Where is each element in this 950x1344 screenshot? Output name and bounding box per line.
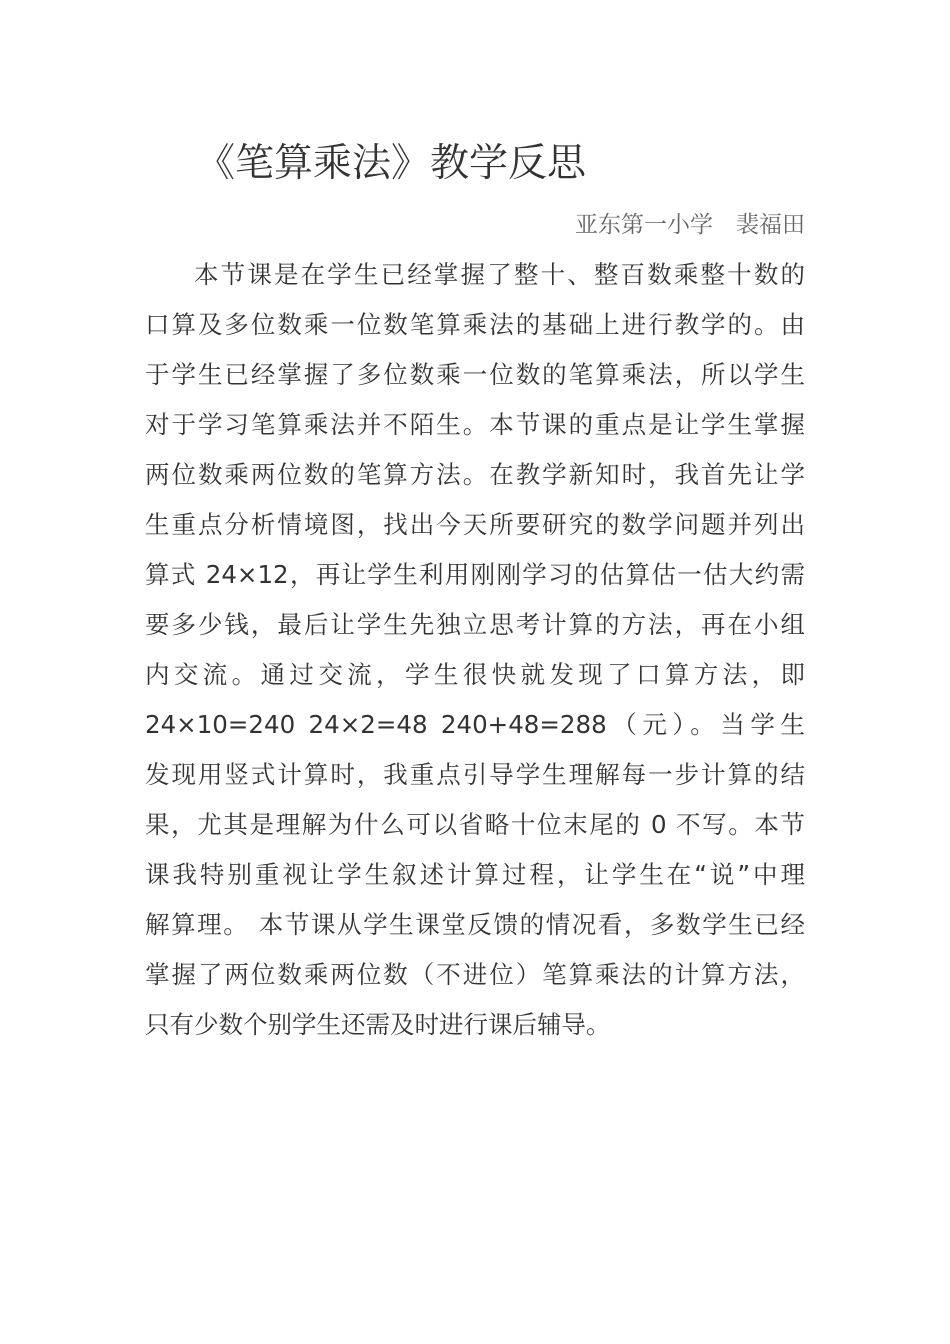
paragraph-line: 发现用竖式计算时，我重点引导学生理解每一步计算的结 [145, 760, 805, 789]
paragraph-line: 要多少钱，最后让学生先独立思考计算的方法，再在小组 [145, 610, 805, 639]
paragraph-line: 课我特别重视让学生叙述计算过程，让学生在“说”中理 [145, 860, 805, 889]
paragraph-line: 果，尤其是理解为什么可以省略十位末尾的 0 不写。本节 [145, 810, 805, 839]
paragraph-line: 算式 24×12，再让学生利用刚刚学习的估算估一估大约需 [145, 560, 805, 589]
document-title: 《笔算乘法》教学反思 [196, 141, 587, 186]
paragraph-line: 本节课是在学生已经掌握了整十、整百数乘整十数的 [194, 260, 805, 289]
paragraph-line: 只有少数个别学生还需及时进行课后辅导。 [145, 1010, 611, 1039]
author-line: 亚东第一小学 裴福田 [575, 212, 805, 238]
paragraph-line: 对于学习笔算乘法并不陌生。本节课的重点是让学生掌握 [145, 410, 805, 439]
paragraph-line: 生重点分析情境图，找出今天所要研究的数学问题并列出 [145, 510, 805, 539]
paragraph-line: 口算及多位数乘一位数笔算乘法的基础上进行教学的。由 [145, 310, 805, 339]
paragraph-line: 内交流。通过交流，学生很快就发现了口算方法，即 [145, 660, 805, 689]
paragraph-line: 24×10=240 24×2=48 240+48=288（元）。当学生 [145, 710, 805, 739]
paragraph-line: 两位数乘两位数的笔算方法。在教学新知时，我首先让学 [145, 460, 805, 489]
paragraph-line: 掌握了两位数乘两位数（不进位）笔算乘法的计算方法， [145, 960, 805, 989]
paragraph-line: 于学生已经掌握了多位数乘一位数的笔算乘法，所以学生 [145, 360, 805, 389]
body-paragraph [145, 250, 805, 1050]
paragraph-line: 解算理。 本节课从学生课堂反馈的情况看，多数学生已经 [145, 910, 805, 939]
